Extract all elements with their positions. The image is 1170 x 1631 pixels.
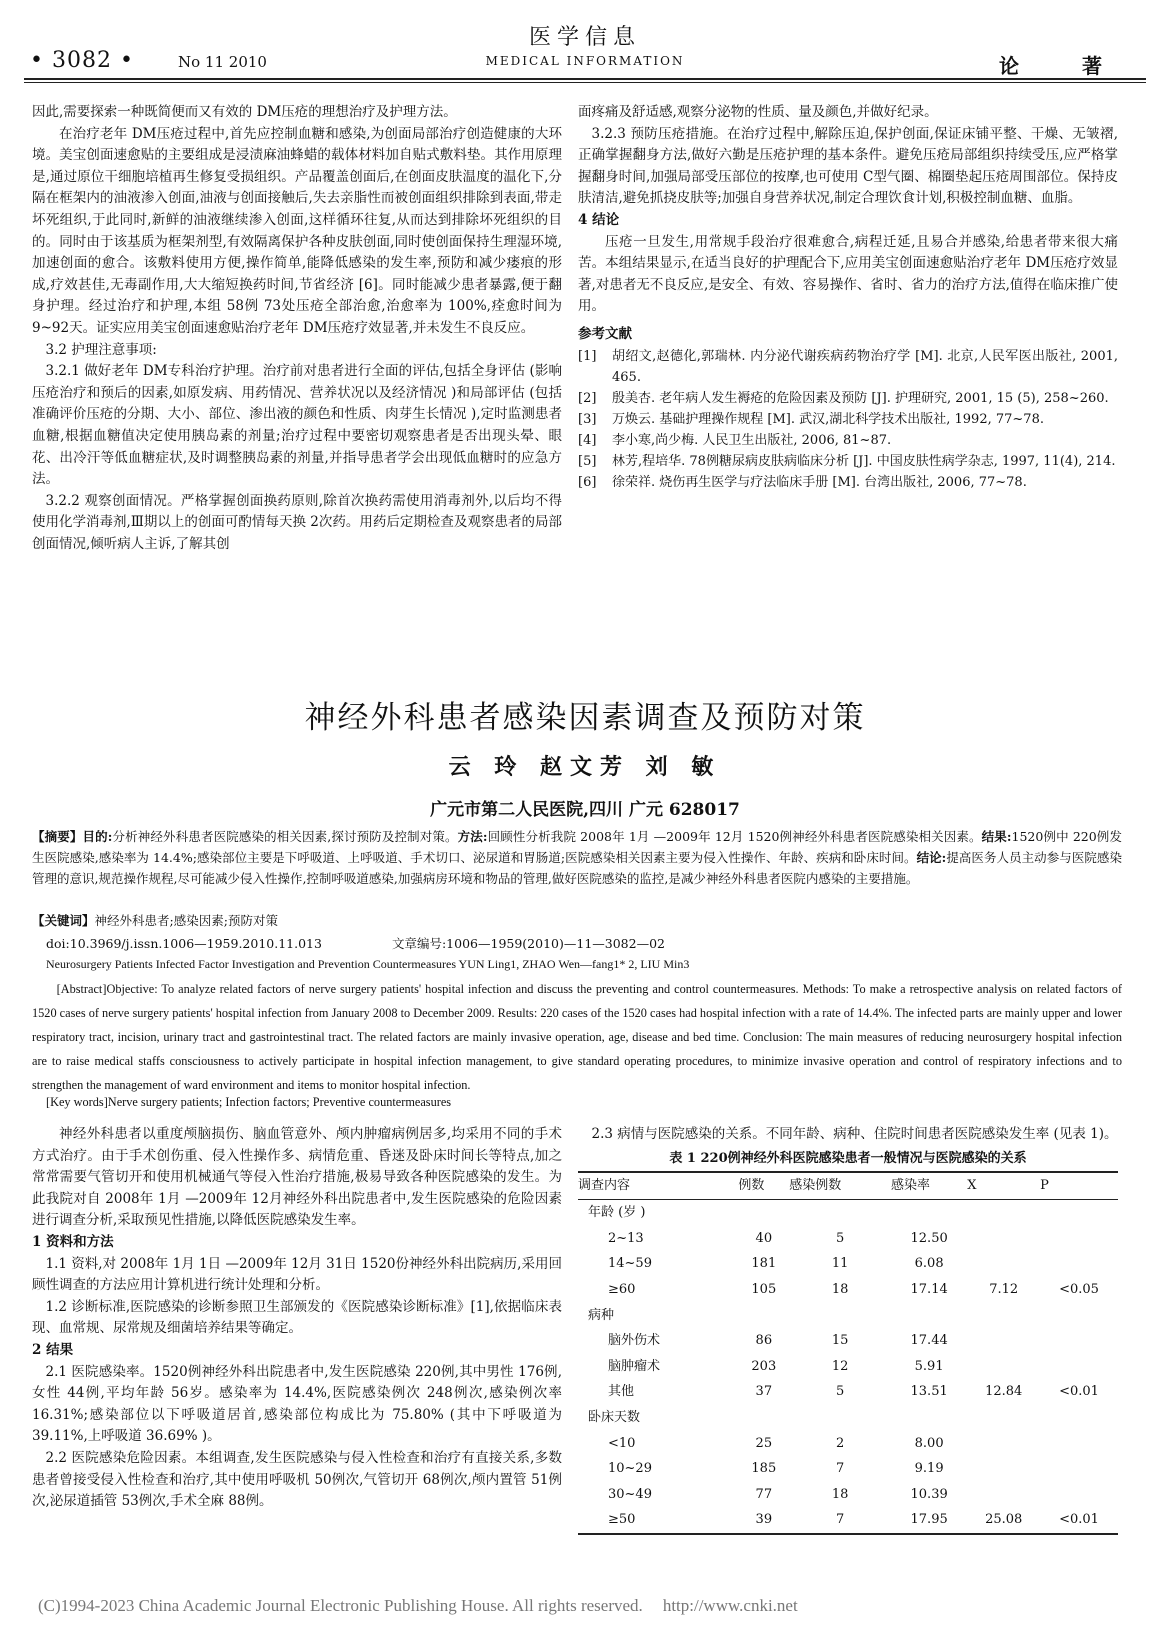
table-cell: 203: [751, 1358, 777, 1374]
paragraph: 1.1 资料,对 2008年 1月 1日 —2009年 12月 31日 1520份神经外科出院病历,采用回顾性调查的方法应用计算机进行统计处理和分析。: [32, 1255, 562, 1294]
journal-title-en: MEDICAL INFORMATION: [485, 54, 685, 68]
table-cell: [738, 1200, 789, 1226]
journal-title-cn: 医学信息: [528, 25, 641, 50]
table-row: [578, 1200, 1118, 1226]
table-header: 感染率: [891, 1172, 967, 1200]
table-row: [578, 1328, 1118, 1354]
paragraph: 3.2.3 预防压疮措施。在治疗过程中,解除压迫,保护创面,保证床铺平整、干燥、无皱褶,正确掌握翻身方法,做好六勤是压疮护理的基本条件。避免压疮局部组织持续受压,应严格掌握翻身时间,加强局部受压部位的按摩,也可使用 C型气圈、棉圈垫起压疮周围部位。保持皮肤清洁,避免抓挠皮肤等;加强自身营养状况,制定合理饮食计划,积极控制血糖、血脂。: [578, 125, 1118, 207]
reference-item: [2] 殷美杏. 老年病人发生褥疮的危险因素及预防 [J]. 护理研究, 2001, 15 (5), 258~260.: [578, 390, 1109, 406]
reference-item: [3] 万焕云. 基础护理操作规程 [M]. 武汉,湖北科学技术出版社, 1992, 77~78.: [578, 411, 1044, 427]
subheading: 3.2 护理注意事项:: [45, 341, 157, 358]
table-cell: 病种: [588, 1307, 615, 1323]
paragraph: 因此,需要探索一种既简便而又有效的 DM压疮的理想治疗及护理方法。: [32, 104, 457, 120]
table-cell: [967, 1354, 1040, 1380]
table-row: [578, 1507, 1118, 1534]
paragraph: 2.3 病情与医院感染的关系。不同年龄、病种、住院时间患者医院感染发生率 (见表 1)。: [591, 1126, 1118, 1142]
table-header: X: [967, 1172, 1040, 1200]
page-number: • 3082 •: [30, 48, 134, 73]
table-row: [578, 1277, 1118, 1303]
table-cell: 37: [755, 1384, 773, 1400]
copyright-footer: [38, 1596, 1138, 1616]
table-cell: 14~59: [608, 1256, 652, 1272]
table-cell: ≥50: [578, 1507, 738, 1534]
table-cell: 10~29: [608, 1461, 652, 1477]
table-cell: [1040, 1431, 1118, 1457]
reference-item: [5] 林芳,程培华. 78例糖尿病皮肤病临床分析 [J]. 中国皮肤性病学杂志, 1997, 11(4), 214.: [578, 453, 1116, 469]
table-cell: 105: [751, 1281, 777, 1297]
table-cell: [738, 1405, 789, 1431]
table-header: 调查内容: [578, 1172, 738, 1200]
table-cell: 7: [789, 1507, 891, 1534]
table-cell: [789, 1303, 891, 1329]
reference-item: [6] 徐荣祥. 烧伤再生医学与疗法临床手册 [M]. 台湾出版社, 2006, 77~78.: [578, 474, 1027, 490]
table-cell: 6.08: [914, 1256, 944, 1272]
table-row: [578, 1431, 1118, 1457]
table-header: P: [1040, 1172, 1118, 1200]
paragraph: 1.2 诊断标准,医院感染的诊断参照卫生部颁发的《医院感染诊断标准》[1],依据临床表现、血常规、尿常规及细菌培养结果等确定。: [32, 1298, 562, 1337]
section-label: 论 著: [999, 54, 1130, 78]
section-heading: 1 资料和方法: [32, 1233, 114, 1250]
table-cell: [1040, 1482, 1118, 1508]
footer-url: http://www.cnki.net: [662, 1596, 798, 1615]
table-cell: 17.95: [891, 1507, 967, 1534]
table-row: [578, 1405, 1118, 1431]
table-cell: 5: [835, 1384, 845, 1400]
table-cell: 40: [755, 1230, 773, 1246]
header-rule-thin: [24, 82, 1146, 83]
paragraph: 面疼痛及舒适感,观察分泌物的性质、量及颜色,并做好纪录。: [578, 104, 938, 120]
table-cell: [1040, 1303, 1118, 1329]
table-row: [578, 1251, 1118, 1277]
article-left-column: [32, 1124, 562, 1513]
table-cell: 其他: [608, 1384, 635, 1400]
reference-item: [1] 胡绍文,赵德化,郭瑞林. 内分泌代谢疾病药物治疗学 [M]. 北京,人民军医出版社, 2001, 465.: [578, 348, 1118, 385]
paragraph: 2.2 医院感染危险因素。本组调查,发生医院感染与侵入性检查和治疗有直接关系,多数患者曾接受侵入性检查和治疗,其中使用呼吸机 50例次,气管切开 68例次,颅内置管 51例次,泌尿道插管 53例次,手术全麻 88例。: [32, 1449, 562, 1510]
section-heading: 2 结果: [32, 1341, 74, 1358]
table-cell: 18: [831, 1281, 849, 1297]
table-cell: 17.14: [910, 1281, 948, 1297]
table-cell: [967, 1482, 1040, 1508]
table-cell: 181: [751, 1256, 777, 1272]
table-cell: 2~13: [608, 1230, 644, 1246]
article-affiliation: 广元市第二人民医院,四川 广元 628017: [430, 800, 740, 820]
table-cell: 卧床天数: [588, 1409, 641, 1425]
data-table: [578, 1171, 1118, 1535]
doi-line: [46, 934, 1126, 952]
table-cell: 8.00: [914, 1435, 944, 1451]
table-cell: [789, 1405, 891, 1431]
table-cell: 7.12: [989, 1281, 1019, 1297]
table-cell: <0.05: [1059, 1281, 1099, 1297]
table-cell: [967, 1456, 1040, 1482]
table-row: [578, 1354, 1118, 1380]
table-row: [578, 1482, 1118, 1508]
table-row: [578, 1379, 1118, 1405]
table-cell: 77: [755, 1486, 773, 1502]
table-row: [578, 1456, 1118, 1482]
prev-article-right-column: [578, 102, 1118, 493]
table-cell: 12.50: [910, 1230, 948, 1246]
table-caption: 表 1 220例神经外科医院感染患者一般情况与医院感染的关系: [669, 1150, 1027, 1166]
table-cell: [967, 1405, 1040, 1431]
reference-item: [4] 李小寒,尚少梅. 人民卫生出版社, 2006, 81~87.: [578, 432, 892, 448]
article-right-column: [578, 1124, 1118, 1535]
table-cell: 185: [751, 1461, 777, 1477]
article-authors: 云 玲 赵文芳 刘 敏: [448, 754, 722, 780]
table-row: [578, 1226, 1118, 1252]
issue-number: No 11 2010: [178, 53, 267, 71]
article-title: 神经外科患者感染因素调查及预防对策: [304, 700, 866, 736]
table-cell: 11: [831, 1256, 849, 1272]
table-cell: 25: [755, 1435, 773, 1451]
table-cell: [967, 1431, 1040, 1457]
table-cell: 10.39: [910, 1486, 948, 1502]
keywords-cn: 【关键词】神经外科患者;感染因素;预防对策: [32, 913, 278, 928]
table-cell: 86: [755, 1333, 773, 1349]
doi: doi:10.3969/j.issn.1006—1959.2010.11.013: [46, 936, 322, 951]
table-cell: [1040, 1456, 1118, 1482]
table-cell: 17.44: [910, 1333, 948, 1349]
table-cell: [1040, 1354, 1118, 1380]
keywords-en: [Key words]Nerve surgery patients; Infection factors; Preventive countermeasures: [46, 1095, 452, 1109]
table-cell: [967, 1303, 1040, 1329]
table-cell: <0.01: [1059, 1384, 1099, 1400]
table-cell: [1040, 1226, 1118, 1252]
table-cell: [1040, 1251, 1118, 1277]
table-cell: 12.84: [985, 1384, 1023, 1400]
table-cell: <10: [608, 1435, 636, 1451]
table-cell: [967, 1200, 1040, 1226]
article-number: 文章编号:1006—1959(2010)—11—3082—02: [391, 936, 665, 951]
table-cell: 12: [831, 1358, 849, 1374]
table-cell: 5.91: [914, 1358, 944, 1374]
table-cell: 13.51: [910, 1384, 948, 1400]
table-cell: 9.19: [914, 1461, 944, 1477]
table-header: 感染例数: [789, 1172, 891, 1200]
table-cell: 脑外伤术: [608, 1333, 661, 1349]
references-heading: 参考文献: [578, 325, 632, 342]
paragraph: 3.2.1 做好老年 DM专科治疗护理。治疗前对患者进行全面的评估,包括全身评估 (影响压疮治疗和预后的因素,如原发病、用药情况、营养状况以及经济情况 )和局部评估 (包括准确评价压疮的分期、大小、部位、渗出液的颜色和性质、肉芽生长情况 ),定时监测患者血糖,根据血糖值决定使用胰岛素的剂量;治疗过程中要密切观察患者是否出现头晕、眼花、出冷汗等低血糖症状,及时调整胰岛素的剂量,并指导患者学会出现低血糖时的应急方法。: [32, 363, 562, 488]
table-cell: 5: [835, 1230, 845, 1246]
prev-article-left-column: [32, 102, 562, 555]
table-cell: 18: [831, 1486, 849, 1502]
abstract-cn: 【摘要】目的:分析神经外科患者医院感染的相关因素,探讨预防及控制对策。方法:回顾性分析我院 2008年 1月 —2009年 12月 1520例神经外科患者医院感染相关因素。结果:1520例中 220例发生医院感染,感染率为 14.4%;感染部位主要是下呼吸道、上呼吸道、手术切口、泌尿道和胃肠道;医院感染相关因素主要为侵入性操作、年龄、疾病和卧床时间。结论:提高医务人员主动参与医院感染管理的意识,规范操作规程,尽可能减少侵入性操作,控制呼吸道感染,加强病房环境和物品的管理,做好医院感染的监控,是减少神经外科患者医院内感染的主要措施。: [32, 829, 1122, 886]
table-cell: [891, 1303, 967, 1329]
table-cell: 年龄 (岁 ): [588, 1205, 646, 1221]
paragraph: 在治疗老年 DM压疮过程中,首先应控制血糖和感染,为创面局部治疗创造健康的大环境。美宝创面速愈贴的主要组成是浸渍麻油蜂蜡的载体材料加自贴式敷料垫。其作用原理是,通过原位干细胞培植再生修复受损组织。产品覆盖创面后,在创面皮肤温度的温化下,分隔在框架内的油液渗入创面,油液与创面接触后,失去亲脂性而被创面组织排除到表面,带走坏死组织,于此同时,新鲜的油液继续渗入创面,这样循环往复,从而达到排除坏死组织的目的。同时由于该基质为框架剂型,有效隔离保护各种皮肤创面,同时使创面保持生理湿环境,加速创面的愈合。该敷料使用方便,操作简单,能降低感染的发生率,预防和减少瘘痕的形成,疗效甚佳,无毒副作用,大大缩短换药时间,节省经济 [6]。同时能减少患者暴露,便于翻身护理。经过治疗和护理,本组 58例 73处压疮全部治愈,治愈率为 100%,痊愈时间为 9~92天。证实应用美宝创面速愈贴治疗老年 DM压疮疗效显著,并未发生不良反应。: [32, 125, 562, 336]
table-cell: <0.01: [1040, 1507, 1118, 1534]
table-cell: [1040, 1405, 1118, 1431]
table-cell: 7: [835, 1461, 845, 1477]
table-cell: 39: [738, 1507, 789, 1534]
paragraph: 3.2.2 观察创面情况。严格掌握创面换药原则,除首次换药需使用消毒剂外,以后均不得使用化学消毒剂,Ⅲ期以上的创面可酌情每天换 2次药。用药后定期检查及观察患者的局部创面情况,倾听病人主诉,了解其创: [32, 492, 562, 552]
table-row: [578, 1303, 1118, 1329]
table-cell: [789, 1200, 891, 1226]
copyright-text: (C)1994-2023 China Academic Journal Electronic Publishing House. All rights reserved.: [38, 1596, 643, 1615]
table-cell: [891, 1405, 967, 1431]
table-cell: [967, 1226, 1040, 1252]
section-heading: 4 结论: [578, 211, 620, 228]
paragraph: 压疮一旦发生,用常规手段治疗很难愈合,病程迁延,且易合并感染,给患者带来很大痛苦。本组结果显示,在适当良好的护理配合下,应用美宝创面速愈贴治疗老年 DM压疮疗效显著,对患者无不良反应,是安全、有效、容易操作、省时、省力的治疗方法,值得在临床推广使用。: [578, 233, 1118, 315]
paragraph: 神经外科患者以重度颅脑损伤、脑血管意外、颅内肿瘤病例居多,均采用不同的手术方式治疗。由于手术创伤重、侵入性操作多、病情危重、昏迷及卧床时间长等特点,加之常常需要气管切开和使用机械通气等侵入性治疗措施,极易导致各种医院感染的发生。为此我院对自 2008年 1月 —2009年 12月神经外科出院患者中,发生医院感染的危险因素进行调查分析,采取预见性措施,以降低医院感染发生率。: [32, 1126, 562, 1229]
table-cell: [967, 1251, 1040, 1277]
table-cell: [891, 1200, 967, 1226]
table-cell: ≥60: [608, 1281, 636, 1297]
table-cell: 2: [835, 1435, 845, 1451]
table-cell: [738, 1303, 789, 1329]
abstract-en: [Abstract]Objective: To analyze related factors of nerve surgery patients' hospital infection and discuss the preventing and control countermeasures. Methods: To make a retrospective analysis on related factors of 1520 cases of nerve surgery patients' hospital infection from January 2008 to December 2009. Results: 220 cases of the 1520 cases had hospital infection with a rate of 14.4%. The infected parts are mainly upper and lower respiratory tract, incision, urinary tract and gastrointestinal tract. The related factors are mainly invasive operation, age, disease and bed time. Conclusion: The main measures of reducing neurosurgery hospital infection are to raise medical staffs consciousness to actively participate in hospital infection management, to give standard operating procedures, to minimize invasive operation and control of respiratory infections and to strengthen the management of ward environment and items to monitor hospital infection.: [32, 982, 1122, 1092]
table-cell: 15: [831, 1333, 849, 1349]
paragraph: 2.1 医院感染率。1520例神经外科出院患者中,发生医院感染 220例,其中男性 176例,女性 44例,平均年龄 56岁。感染率为 14.4%,医院感染例次 248例次,感染例次率 16.31%;感染部位以下呼吸道居首,感染部位构成比为 75.80% (其中下呼吸道为 39.11%,上呼吸道 36.69% )。: [32, 1363, 562, 1445]
table-cell: 25.08: [967, 1507, 1040, 1534]
english-title: Neurosurgery Patients Infected Factor Investigation and Prevention Countermeasures YUN Ling1, ZHAO Wen—fang1* 2, LIU Min3: [46, 957, 690, 971]
table-cell: [1040, 1328, 1118, 1354]
table-cell: [1040, 1200, 1118, 1226]
table-body: [578, 1200, 1118, 1534]
table-header-row: [578, 1172, 1118, 1200]
table-header: 例数: [738, 1172, 789, 1200]
header-rule: [24, 78, 1146, 80]
table-cell: 30~49: [608, 1486, 652, 1502]
table-cell: [967, 1328, 1040, 1354]
table-cell: 脑肿瘤术: [608, 1358, 661, 1374]
